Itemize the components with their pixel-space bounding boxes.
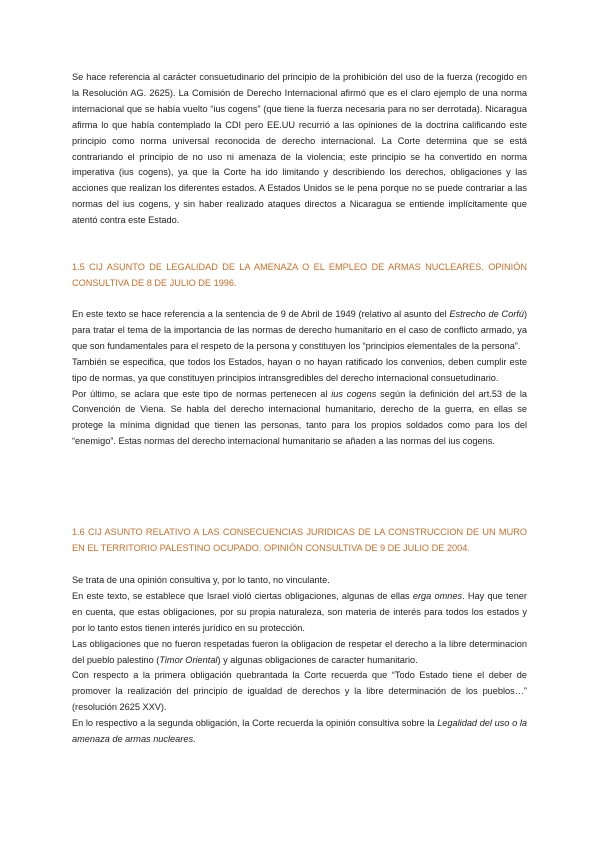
section-title: 1.6 CIJ ASUNTO RELATIVO A LAS CONSECUENCIAS JURIDICAS DE LA CONSTRUCCION DE UN MURO EN EL TERRITORIO PALESTINO OCUPADO. OPINIÓN CONSULTIVA DE 9 DE JULIO DE 2004.: [72, 527, 527, 553]
paragraph-obligations: Las obligaciones que no fueron respetadas fueron la obligacion de respetar el derecho a la libre determinacion del pueblo palestino (Timor Oriental) y algunas obligaciones de caracter humanitario.: [72, 638, 527, 665]
paragraph-second-obligation: En lo respectivo a la segunda obligación, la Corte recuerda la opinión consultiva sobre la Legalidad del uso o la amenaza de armas nucleares.: [72, 718, 527, 745]
paragraph-erga-omnes: En este texto, se establece que Israel violó ciertas obligaciones, algunas de ellas erga omnes. Hay que tener en cuenta, que estas obligaciones, por su propia naturaleza, son materia de interés para todos los estados y por lo tanto estos tienen interés jurídico en su protección.: [72, 590, 527, 633]
paragraph-ius-cogens: Por último, se aclara que este tipo de normas pertenecen al ius cogens según la definición del art.53 de la Convención de Viena. Se habla del derecho internacional humanitario, derecho de la guerra, en ellas se protege la mínima dignidad que tienen las personas, tanto para los propios soldados como para los del “enemigo”. Estas normas del derecho internacional humanitario se añaden a las normas del ius cogens.: [72, 388, 527, 447]
paragraph-corfu: En este texto se hace referencia a la sentencia de 9 de Abril de 1949 (relativo al asunto del Estrecho de Corfú) para tratar el tema de la importancia de las normas de derecho humanitario en el caso de conflicto armado, ya que son fundamentales para el respeto de la persona y constituyen los “principios elementales de la persona”.: [72, 309, 527, 351]
section-body-1-5: [72, 307, 527, 450]
section-body-1-6: [72, 573, 527, 748]
section-heading-1-6: [72, 524, 527, 556]
section-heading-1-5: [72, 259, 527, 291]
paragraph-nicaragua: [72, 70, 527, 229]
paragraph-states: También se especifica, que todos los Estados, hayan o no hayan ratificado los convenios, deben cumplir este tipo de normas, ya que constituyen principios intransgredibles del derecho internacional consuetudinario.: [72, 356, 527, 383]
paragraph-text: Se hace referencia al carácter consuetudinario del principio de la prohibición del uso de la fuerza (recogido en la Resolución AG. 2625). La Comisión de Derecho Internacional afirmó que es el claro ejemplo de una norma internacional que se había vuelto “ius cogens” (que tiene la fuerza necesaria para no ser derrotada). Nicaragua afirma lo que había contemplado la CDI pero EE.UU recurrió a las opiniones de la doctrina calificando este principio como norma universal reconocida de derecho internacional. La Corte determina que se está contrariando el principio de no uso ni amenaza de la violencia; este principio se ha convertido en norma imperativa (ius cogens), ya que la Corte ha ido limitando y describiendo los derechos, obligaciones y las acciones que realizan los diferentes estados. A Estados Unidos se le pena porque no se puede contrariar a las normas del ius cogens, y sin haber realizado ataques directos a Nicaragua se entiende implícitamente que atentó contra este Estado.: [72, 72, 527, 226]
paragraph-opinion: Se trata de una opinión consultiva y, por lo tanto, no vinculante.: [72, 575, 330, 585]
section-title: 1.5 CIJ ASUNTO DE LEGALIDAD DE LA AMENAZA O EL EMPLEO DE ARMAS NUCLEARES. OPINIÓN CONSULTIVA DE 8 DE JULIO DE 1996.: [72, 262, 527, 288]
paragraph-first-obligation: Con respecto a la primera obligación quebrantada la Corte recuerda que “Todo Estado tiene el deber de promover la realización del principio de igualdad de derechos y la libre determinación de los pueblos…” (resolución 2625 XXV).: [72, 670, 527, 713]
